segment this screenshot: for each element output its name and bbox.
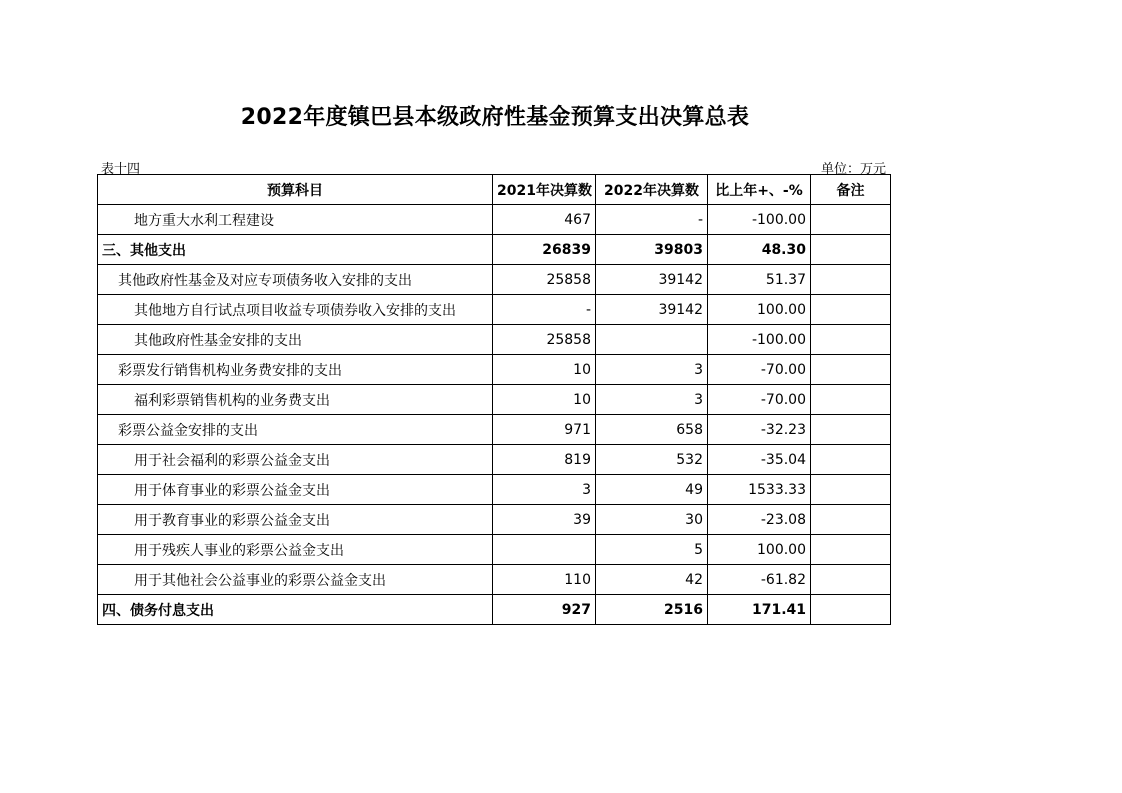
cell-2021: 110: [493, 565, 596, 595]
cell-note: [811, 235, 891, 265]
header-subject: 预算科目: [98, 175, 493, 205]
header-2021: 2021年决算数: [493, 175, 596, 205]
table-row: [98, 535, 891, 565]
cell-change: 171.41: [708, 595, 811, 625]
table-number: 表十四: [101, 162, 141, 177]
cell-2022: 30: [596, 505, 708, 535]
table-row: [98, 595, 891, 625]
cell-subject: 用于残疾人事业的彩票公益金支出: [98, 535, 493, 565]
table-row: [98, 295, 891, 325]
cell-change: 1533.33: [708, 475, 811, 505]
cell-2022: 39142: [596, 265, 708, 295]
table-body: [98, 205, 891, 625]
cell-2021: [493, 535, 596, 565]
cell-change: -32.23: [708, 415, 811, 445]
cell-subject: 用于其他社会公益事业的彩票公益金支出: [98, 565, 493, 595]
cell-2021: 25858: [493, 265, 596, 295]
cell-change: -100.00: [708, 325, 811, 355]
cell-subject: 用于体育事业的彩票公益金支出: [98, 475, 493, 505]
cell-subject: 彩票发行销售机构业务费安排的支出: [98, 355, 493, 385]
table-row: [98, 445, 891, 475]
cell-2022: [596, 325, 708, 355]
cell-note: [811, 475, 891, 505]
cell-subject: 用于社会福利的彩票公益金支出: [98, 445, 493, 475]
cell-note: [811, 535, 891, 565]
cell-change: 48.30: [708, 235, 811, 265]
cell-2022: 3: [596, 385, 708, 415]
cell-note: [811, 505, 891, 535]
cell-2021: -: [493, 295, 596, 325]
cell-2021: 10: [493, 385, 596, 415]
cell-subject: 三、其他支出: [98, 235, 493, 265]
table-header-row: [98, 175, 891, 205]
cell-note: [811, 355, 891, 385]
cell-2022: 2516: [596, 595, 708, 625]
cell-2022: 5: [596, 535, 708, 565]
cell-2021: 39: [493, 505, 596, 535]
cell-change: -70.00: [708, 355, 811, 385]
table-row: [98, 265, 891, 295]
header-2022: 2022年决算数: [596, 175, 708, 205]
cell-2021: 3: [493, 475, 596, 505]
cell-subject: 福利彩票销售机构的业务费支出: [98, 385, 493, 415]
cell-note: [811, 295, 891, 325]
cell-subject: 四、债务付息支出: [98, 595, 493, 625]
table-row: [98, 505, 891, 535]
cell-note: [811, 565, 891, 595]
cell-2021: 10: [493, 355, 596, 385]
table-row: [98, 385, 891, 415]
cell-change: 100.00: [708, 295, 811, 325]
table-row: [98, 565, 891, 595]
table-row: [98, 475, 891, 505]
cell-subject: 地方重大水利工程建设: [98, 205, 493, 235]
cell-2021: 971: [493, 415, 596, 445]
cell-2021: 26839: [493, 235, 596, 265]
cell-note: [811, 325, 891, 355]
cell-2022: 42: [596, 565, 708, 595]
cell-change: -100.00: [708, 205, 811, 235]
header-note: 备注: [811, 175, 891, 205]
cell-change: -70.00: [708, 385, 811, 415]
cell-subject: 用于教育事业的彩票公益金支出: [98, 505, 493, 535]
cell-2022: -: [596, 205, 708, 235]
page-title: 2022年度镇巴县本级政府性基金预算支出决算总表: [240, 105, 750, 130]
budget-table: [97, 174, 891, 625]
table-row: [98, 235, 891, 265]
cell-change: -23.08: [708, 505, 811, 535]
cell-2022: 658: [596, 415, 708, 445]
cell-subject: 其他地方自行试点项目收益专项债券收入安排的支出: [98, 295, 493, 325]
cell-change: 100.00: [708, 535, 811, 565]
cell-note: [811, 595, 891, 625]
cell-2022: 532: [596, 445, 708, 475]
cell-2022: 39803: [596, 235, 708, 265]
table-row: [98, 325, 891, 355]
cell-2021: 927: [493, 595, 596, 625]
table-row: [98, 415, 891, 445]
cell-2021: 25858: [493, 325, 596, 355]
header-change: 比上年+、-%: [708, 175, 811, 205]
cell-2022: 3: [596, 355, 708, 385]
cell-2022: 39142: [596, 295, 708, 325]
cell-note: [811, 445, 891, 475]
cell-2022: 49: [596, 475, 708, 505]
cell-note: [811, 385, 891, 415]
cell-2021: 819: [493, 445, 596, 475]
cell-note: [811, 415, 891, 445]
cell-note: [811, 205, 891, 235]
cell-2021: 467: [493, 205, 596, 235]
unit-label: 单位：万元: [820, 162, 886, 177]
cell-note: [811, 265, 891, 295]
cell-change: 51.37: [708, 265, 811, 295]
cell-change: -35.04: [708, 445, 811, 475]
cell-subject: 其他政府性基金及对应专项债务收入安排的支出: [98, 265, 493, 295]
table-row: [98, 205, 891, 235]
table-row: [98, 355, 891, 385]
cell-change: -61.82: [708, 565, 811, 595]
cell-subject: 彩票公益金安排的支出: [98, 415, 493, 445]
cell-subject: 其他政府性基金安排的支出: [98, 325, 493, 355]
